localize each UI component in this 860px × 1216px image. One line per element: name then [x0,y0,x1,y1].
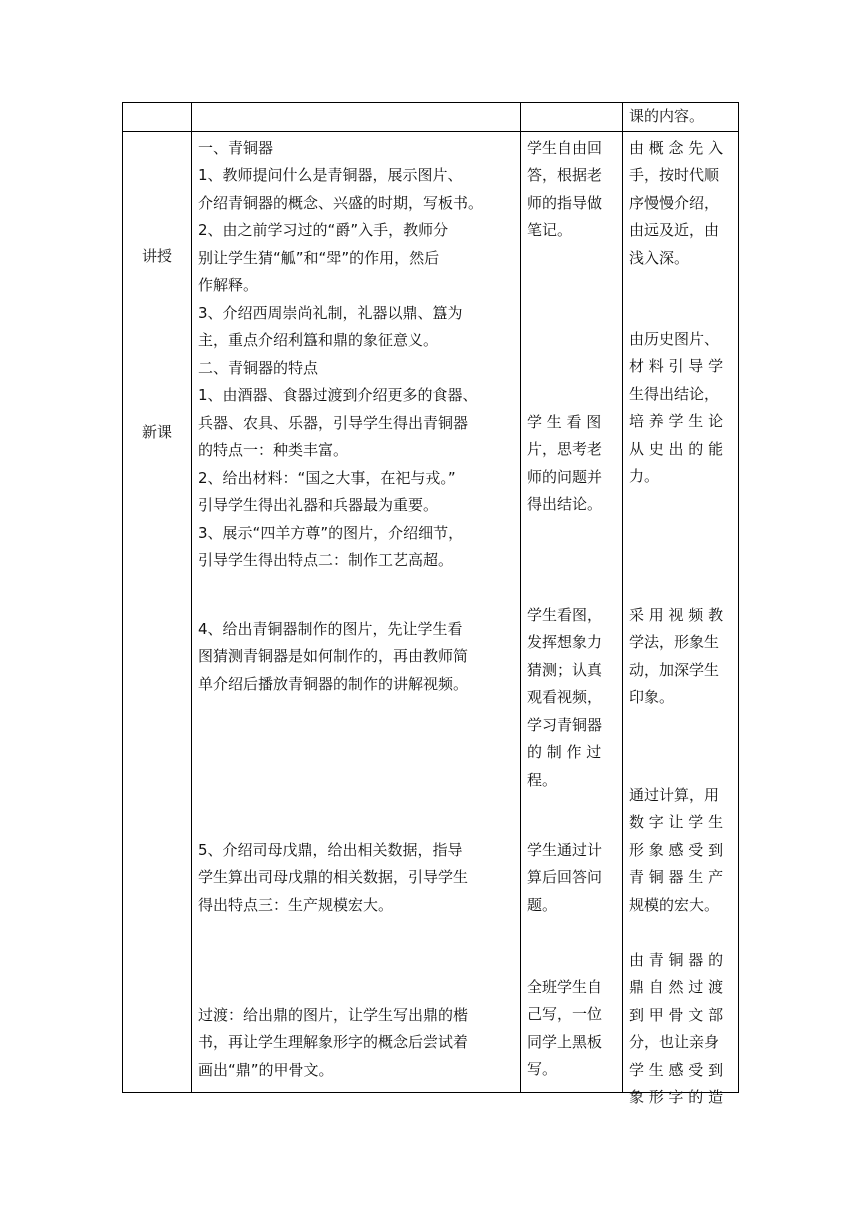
intent-block-4 [629,782,732,920]
teacher-block-4 [198,1002,514,1085]
text-line: 象 形 字 的 造 [629,1088,724,1106]
text-line: 2、给出材料：“国之大事，在祀与戎。” [198,468,456,487]
text-line: 印象。 [629,688,675,706]
text-line: 由远及近，由 [629,221,720,239]
text-line: 笔记。 [527,221,573,239]
text-line: 材 料 引 导 学 [629,357,724,375]
text-line: 师的指导做 [527,193,603,212]
text-line: 青 铜 器 生 产 [629,868,724,886]
student-block-2 [527,409,616,519]
text-line: 2、由之前学习过的“爵”入手，教师分 [198,221,449,239]
text-line: 4、给出青铜器制作的图片，先让学生看 [198,619,463,638]
text-line: 从 史 出 的 能 [629,439,724,458]
student-activity-cell [521,103,623,132]
teacher-activity-cell [192,131,521,1092]
text-line: 力。 [629,467,660,485]
teacher-block-3 [198,837,514,920]
text-line: 学生看图， [527,605,603,624]
table-row [123,103,739,132]
text-line: 主，重点介绍利簋和鼎的象征意义。 [198,331,439,349]
text-line: 引导学生得出特点二：制作工艺高超。 [198,551,454,569]
text-line: 己写，一位 [527,1005,603,1023]
text-line: 学 生 感 受 到 [629,1060,724,1079]
student-block-4 [527,837,616,920]
text-line: 观看视频， [527,688,603,706]
text-line: 画出“鼎”的甲骨文。 [198,1060,334,1079]
text-line: 过渡：给出鼎的图片，让学生写出鼎的楷 [198,1005,469,1024]
text-line: 由 青 铜 器 的 [629,950,724,969]
text-line: 通过计算，用 [629,785,720,804]
text-line: 作解释。 [198,276,259,294]
text-line: 数 字 让 学 生 [629,813,724,831]
text-line: 得出结论。 [527,495,603,513]
text-line: 图猜测青铜器是如何制作的，再由教师简 [198,647,469,665]
student-block-1 [527,135,616,245]
text-line: 答，根据老 [527,166,603,184]
student-activity-cell [521,131,623,1092]
text-line: 学法，形象生 [629,633,720,651]
text-line: 写。 [527,1060,558,1078]
intent-block-2 [629,326,732,491]
stage-label: 讲授 [141,246,172,265]
text-line: 兵器、农具、乐器，引导学生得出青铜器 [198,413,469,432]
text-line: 采 用 视 频 教 [629,605,724,624]
text-line: 形 象 感 受 到 [629,840,724,859]
text-line: 书，再让学生理解象形字的概念后尝试着 [198,1033,469,1051]
stage-label: 新课 [141,422,172,441]
text-line: 1、由酒器、食器过渡到介绍更多的食器、 [198,386,478,404]
lesson-plan-table [122,102,739,1106]
text-line: 培 养 学 生 论 [629,412,724,430]
text-line: 别让学生猜“觚”和“斝”的作用，然后 [198,248,440,267]
text-line: 到 甲 骨 文 部 [629,1005,724,1024]
text-line: 介绍青铜器的概念、兴盛的时期，写板书。 [198,193,484,212]
text-line: 发挥想象力 [527,633,603,651]
text-line: 由历史图片、 [629,329,720,348]
text-line: 的 制 作 过 [527,743,602,761]
stage-cell [123,103,192,132]
text-line: 3、展示“四羊方尊”的图片，介绍细节， [198,523,464,542]
teacher-block-2 [198,616,514,699]
text-line: 二、青铜器的特点 [198,358,319,377]
teacher-activity-cell [192,103,521,132]
text-line: 得出特点三：生产规模宏大。 [198,895,394,914]
text-line: 学 生 看 图 [527,412,602,431]
text-line: 序慢慢介绍， [629,193,720,212]
text-line: 师的问题并 [527,467,603,486]
text-line: 的特点一：种类丰富。 [198,441,349,459]
text-line: 手，按时代顺 [629,166,720,184]
text-line: 由 概 念 先 入 [629,138,724,157]
text-line: 1、教师提问什么是青铜器，展示图片、 [198,166,463,184]
text-line: 生得出结论， [629,384,720,403]
stage-cell [123,131,192,1092]
text-line: 算后回答问 [527,868,603,886]
text-line: 单介绍后播放青铜器的制作的讲解视频。 [198,674,469,693]
text-line: 学生通过计 [527,840,603,859]
text-line: 5、介绍司母戊鼎，给出相关数据，指导 [198,840,463,859]
intent-block-1 [629,135,732,273]
student-block-5 [527,974,616,1084]
text-line: 浅入深。 [629,248,690,267]
text-line: 规模的宏大。 [629,895,720,914]
text-line: 学生算出司母戊鼎的相关数据，引导学生 [198,868,469,886]
text-line: 同学上黑板 [527,1032,603,1051]
intent-block-3 [629,602,732,712]
text-line: 3、介绍西周崇尚礼制，礼器以鼎、簋为 [198,303,463,322]
text-line: 一、青铜器 [198,138,274,157]
text-line: 引导学生得出礼器和兵器最为重要。 [198,496,439,514]
intent-block-5 [629,947,732,1112]
design-intent-cell [623,131,739,1106]
text-line: 动，加深学生 [629,660,720,679]
text-line: 分，也让亲身 [629,1033,720,1051]
text-line: 鼎 自 然 过 渡 [629,978,724,996]
teacher-block-1 [198,135,514,575]
text-line: 片，思考老 [527,440,603,458]
text-line: 学生自由回 [527,138,603,157]
text-line: 题。 [527,895,558,914]
text-line: 猜测；认真 [527,660,603,679]
design-intent-cell: 课的内容。 [623,103,739,132]
text-line: 全班学生自 [527,977,603,996]
text-line: 程。 [527,770,558,789]
table-row [123,131,739,1092]
student-block-3 [527,602,616,795]
text-line: 学习青铜器 [527,715,603,734]
